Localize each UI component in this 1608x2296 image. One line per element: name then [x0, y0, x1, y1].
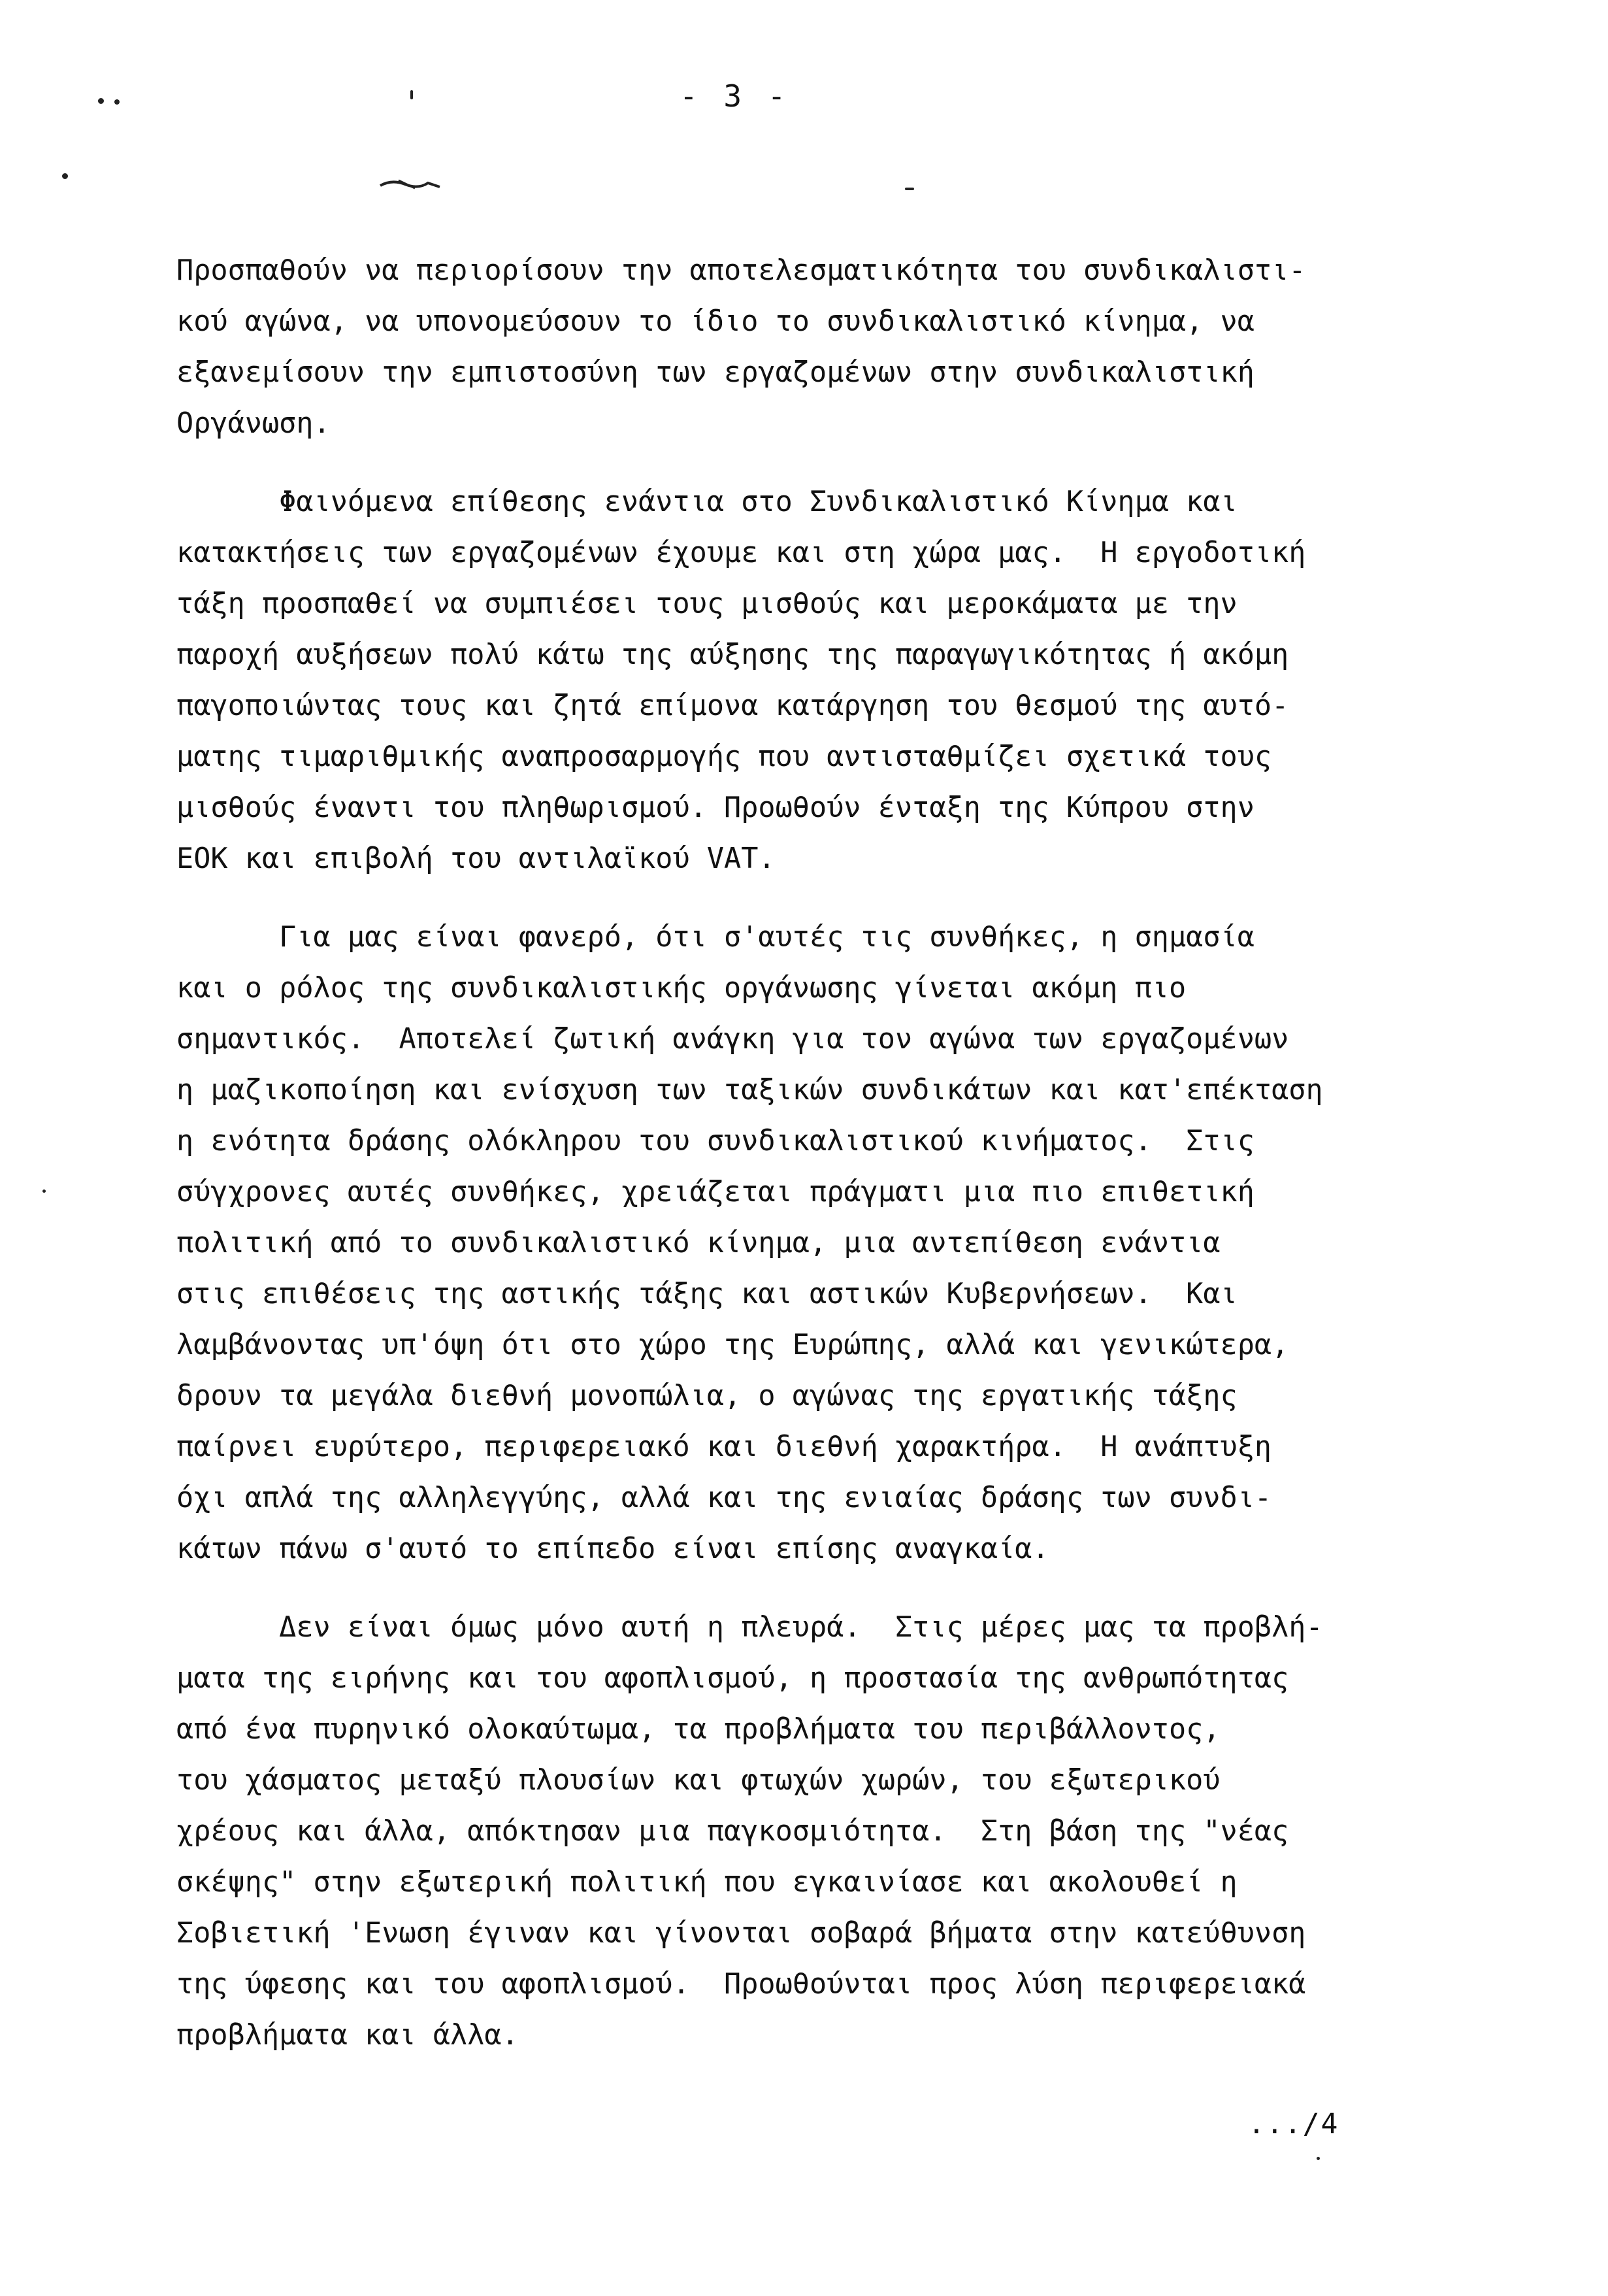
paragraph-1: [176, 245, 1562, 449]
scan-speck: [114, 99, 120, 105]
text-line: στις επιθέσεις της αστικής τάξης και αστικών Κυβερνήσεων. Και: [176, 1278, 1238, 1310]
text-line: λαμβάνοντας υπ'όψη ότι στο χώρο της Ευρώπης, αλλά και γενικώτερα,: [176, 1329, 1289, 1361]
text-line: Φαινόμενα επίθεσης ενάντια στο Συνδικαλιστικό Κίνημα και: [176, 486, 1238, 518]
text-line: και ο ρόλος της συνδικαλιστικής οργάνωσης γίνεται ακόμη πιο: [176, 972, 1187, 1005]
paragraph-3: [176, 912, 1562, 1574]
text-line: χρέους και άλλα, απόκτησαν μια παγκοσμιότητα. Στη βάση της "νέας: [176, 1815, 1289, 1848]
text-line: κάτων πάνω σ'αυτό το επίπεδο είναι επίσης αναγκαία.: [176, 1533, 1049, 1565]
text-line: ΕΟΚ και επιβολή του αντιλαϊκού VAT.: [176, 842, 776, 875]
text-line: από ένα πυρηνικό ολοκαύτωμα, τα προβλήματα του περιβάλλοντος,: [176, 1713, 1221, 1746]
handwritten-mark: [379, 178, 441, 191]
text-line: ματα της ειρήνης και του αφοπλισμού, η προστασία της ανθρωπότητας: [176, 1662, 1289, 1695]
page-number: - 3 -: [680, 78, 790, 114]
text-line: Σοβιετική 'Ενωση έγιναν και γίνονται σοβαρά βήματα στην κατεύθυνση: [176, 1917, 1306, 1950]
document-body: [176, 245, 1562, 2088]
text-line: κού αγώνα, να υπονομεύσουν το ίδιο το συνδικαλιστικό κίνημα, να: [176, 305, 1255, 338]
text-line: η μαζικοποίηση και ενίσχυση των ταξικών συνδικάτων και κατ'επέκταση: [176, 1074, 1323, 1106]
text-line: ματης τιμαριθμικής αναπροσαρμογής που αντισταθμίζει σχετικά τους: [176, 740, 1272, 773]
text-line: σκέψης" στην εξωτερική πολιτική που εγκαινίασε και ακολουθεί η: [176, 1866, 1238, 1899]
text-line: τάξη προσπαθεί να συμπιέσει τους μισθούς και μεροκάματα με την: [176, 588, 1238, 620]
scan-speck: [905, 188, 914, 190]
scan-speck: [42, 1190, 46, 1193]
scan-speck: [1317, 2157, 1320, 2160]
text-line: Προσπαθούν να περιορίσουν την αποτελεσματικότητα του συνδικαλιστι-: [176, 254, 1306, 287]
text-line: εξανεμίσουν την εμπιστοσύνη των εργαζομένων στην συνδικαλιστική: [176, 356, 1255, 389]
text-line: κατακτήσεις των εργαζομένων έχουμε και στη χώρα μας. Η εργοδοτική: [176, 537, 1306, 569]
text-line: παγοποιώντας τους και ζητά επίμονα κατάργηση του θεσμού της αυτό-: [176, 690, 1289, 722]
continuation-marker: .../4: [1248, 2108, 1339, 2140]
text-line: όχι απλά της αλληλεγγύης, αλλά και της ενιαίας δράσης των συνδι-: [176, 1482, 1272, 1514]
text-line: της ύφεσης και του αφοπλισμού. Προωθούνται προς λύση περιφερειακά: [176, 1968, 1306, 2001]
text-line: πολιτική από το συνδικαλιστικό κίνημα, μια αντεπίθεση ενάντια: [176, 1227, 1221, 1259]
text-line: του χάσματος μεταξύ πλουσίων και φτωχών χωρών, του εξωτερικού: [176, 1764, 1221, 1797]
text-line: Δεν είναι όμως μόνο αυτή η πλευρά. Στις μέρες μας τα προβλή-: [176, 1611, 1323, 1644]
scan-speck: [98, 98, 104, 104]
scan-speck: [62, 173, 68, 179]
text-line: παίρνει ευρύτερο, περιφερειακό και διεθνή χαρακτήρα. Η ανάπτυξη: [176, 1431, 1272, 1463]
text-line: η ενότητα δράσης ολόκληρου του συνδικαλιστικού κινήματος. Στις: [176, 1125, 1255, 1157]
text-line: Για μας είναι φανερό, ότι σ'αυτές τις συνθήκες, η σημασία: [176, 921, 1255, 954]
scan-speck: [410, 90, 413, 99]
paragraph-4: [176, 1602, 1562, 2061]
paragraph-2: [176, 476, 1562, 884]
text-line: προβλήματα και άλλα.: [176, 2019, 519, 2052]
text-line: παροχή αυξήσεων πολύ κάτω της αύξησης της παραγωγικότητας ή ακόμη: [176, 639, 1289, 671]
text-line: σύγχρονες αυτές συνθήκες, χρειάζεται πράγματι μια πιο επιθετική: [176, 1176, 1255, 1208]
text-line: Οργάνωση.: [176, 407, 331, 440]
text-line: δρουν τα μεγάλα διεθνή μονοπώλια, ο αγώνας της εργατικής τάξης: [176, 1380, 1238, 1412]
text-line: μισθούς έναντι του πληθωρισμού. Προωθούν ένταξη της Κύπρου στην: [176, 791, 1255, 824]
text-line: σημαντικός. Αποτελεί ζωτική ανάγκη για τον αγώνα των εργαζομένων: [176, 1023, 1289, 1056]
